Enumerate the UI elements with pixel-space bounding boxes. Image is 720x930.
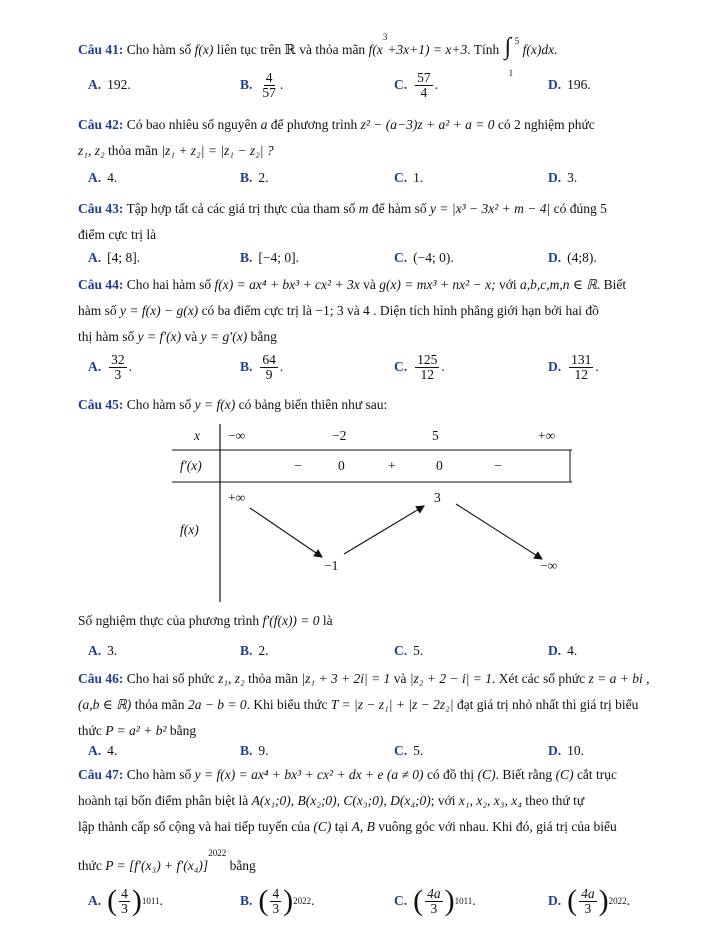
table-f-value: 3 [434, 490, 441, 505]
option-value: 3. [107, 643, 118, 658]
option-value: 9. [258, 743, 269, 758]
math-expr: y = f′(x) [137, 329, 182, 344]
question-text: Tập hợp tất cả các giá trị thực của tham số [126, 201, 356, 216]
math-expr: a,b,c,m,n ∈ ℝ [519, 277, 597, 292]
numerator: 32 [111, 351, 125, 367]
math-expr: P = a² + b² [105, 723, 167, 738]
question-number: Câu 44: [78, 277, 124, 292]
options-47 [88, 886, 688, 916]
option-c[interactable] [394, 163, 423, 193]
question-text: thỏa mãn [248, 671, 298, 686]
math-expr: z₁, z₂ [218, 671, 245, 686]
decreasing-arrow [250, 508, 322, 557]
math-expr: T = |z − z₁| + |z − 2z₂| [330, 697, 454, 712]
option-label: C. [394, 643, 408, 658]
option-label: A. [88, 77, 102, 92]
question-number: Câu 41: [78, 42, 124, 57]
question-text: và [184, 329, 198, 344]
paren-fraction: ( $\frac{4a}{3}$ ) [413, 884, 455, 917]
math-expr: A, B [351, 819, 375, 834]
options-45 [88, 636, 688, 666]
option-dot: . [434, 77, 438, 92]
increasing-arrow [344, 506, 424, 554]
table-x-value: 5 [432, 428, 439, 443]
math-expr: |z₁ + z₂| = |z₁ − z₂| ? [161, 143, 274, 158]
question-text: bằng [229, 858, 256, 873]
option-value: 1. [413, 170, 424, 185]
table-f-label: f(x) [180, 522, 199, 537]
option-b[interactable] [240, 70, 283, 100]
option-value: 2. [258, 170, 269, 185]
paren-fraction: ( $\frac{4}{3}$ ) [258, 884, 294, 917]
question-text: hàm số [78, 303, 117, 318]
math-expr: y = f(x) [194, 397, 236, 412]
question-text: . Biết [596, 277, 627, 292]
table-sign: − [294, 458, 302, 473]
option-label: C. [394, 77, 408, 92]
question-text: hoành tại bốn điểm phân biệt là [78, 793, 249, 808]
question-text: có bảng biến thiên như sau: [238, 397, 388, 412]
option-value: 4. [567, 643, 578, 658]
option-label: C. [394, 893, 408, 908]
option-b[interactable] [240, 243, 299, 273]
numerator: 4 [121, 885, 128, 901]
question-text: thức [78, 723, 102, 738]
option-value: 5. [413, 643, 424, 658]
option-value: [4; 8]. [107, 250, 141, 265]
fraction [260, 353, 278, 382]
integral: ∫ 5 1 [503, 38, 523, 64]
option-label: C. [394, 170, 408, 185]
option-d[interactable] [548, 163, 577, 193]
option-label: C. [394, 743, 408, 758]
fraction [415, 353, 439, 382]
option-a[interactable] [88, 352, 132, 382]
option-b[interactable] [240, 352, 283, 382]
option-a[interactable] [88, 70, 131, 100]
fraction [415, 71, 433, 100]
table-f-value: −1 [324, 558, 339, 573]
option-label: D. [548, 77, 562, 92]
exponent: 2022 [608, 896, 627, 906]
numerator: 64 [262, 351, 276, 367]
option-label: B. [240, 743, 253, 758]
denominator: 3 [121, 900, 128, 916]
question-text: thức [78, 858, 102, 873]
question-text: thỏa mãn [134, 697, 185, 712]
exponent: 1011 [141, 896, 160, 906]
option-dot: . [595, 359, 599, 374]
math-expr: (C) [313, 819, 332, 834]
question-text: cắt trục [576, 767, 618, 782]
table-x-value: +∞ [538, 428, 556, 443]
option-dot: . [472, 893, 476, 908]
option-c[interactable] [394, 636, 423, 666]
question-number: Câu 47: [78, 767, 124, 782]
option-dot: . [159, 893, 163, 908]
question-text: có 2 nghiệm phức [497, 117, 595, 132]
question-text: liên tục trên ℝ và thỏa mãn [216, 42, 366, 57]
question-text: thỏa mãn [108, 143, 158, 158]
option-dot: . [441, 359, 445, 374]
option-d[interactable] [548, 243, 597, 273]
question-number: Câu 43: [78, 201, 124, 216]
option-d[interactable] [548, 886, 630, 916]
exponent: 2022 [208, 848, 227, 858]
option-label: D. [548, 893, 562, 908]
question-text: và [393, 671, 407, 686]
table-x-value: −∞ [228, 428, 246, 443]
option-c[interactable] [394, 886, 476, 916]
question-43 [78, 196, 684, 248]
option-b[interactable] [240, 636, 269, 666]
fraction [109, 353, 127, 382]
math-expr: g(x) = mx³ + nx² − x; [379, 277, 496, 292]
option-label: D. [548, 170, 562, 185]
option-d[interactable] [548, 636, 577, 666]
fraction [270, 887, 281, 916]
numerator: 4a [427, 885, 441, 901]
option-c[interactable] [394, 243, 454, 273]
numerator: 57 [417, 69, 431, 85]
question-text: có ba điểm cực trị là −1; 3 và 4 . Diện tích hình phẳng giới hạn bởi hai đồ [201, 303, 599, 318]
option-label: C. [394, 250, 408, 265]
option-label: B. [240, 77, 253, 92]
math-expr: 2a − b = 0 [187, 697, 247, 712]
question-text: . Tính [467, 42, 500, 57]
question-number: Câu 46: [78, 671, 124, 686]
question-45-ask [78, 608, 684, 634]
option-b[interactable] [240, 163, 269, 193]
option-label: A. [88, 743, 102, 758]
math-expr: y = f(x) = ax⁴ + bx³ + cx² + dx + e (a ≠ 0) [194, 767, 424, 782]
math-expr: |z₂ + 2 − i| = 1 [409, 671, 493, 686]
math-expr: |z₁ + 3 + 2i| = 1 [301, 671, 391, 686]
option-label: B. [240, 643, 253, 658]
table-sign: + [388, 458, 396, 473]
question-text: . Khi biểu thức [246, 697, 328, 712]
option-a[interactable] [88, 243, 140, 273]
question-text: Cho hàm số [126, 397, 192, 412]
question-text: ; với [430, 793, 456, 808]
option-d[interactable] [548, 352, 599, 382]
question-text: bằng [250, 329, 277, 344]
variation-table [172, 424, 592, 602]
option-label: B. [240, 250, 253, 265]
question-text: là [322, 613, 333, 628]
question-text: Cho hàm số [126, 767, 192, 782]
option-value: 3. [567, 170, 578, 185]
math-expr: (C) [555, 767, 574, 782]
math-expr: m [358, 201, 369, 216]
fraction [425, 887, 443, 916]
math-expr: P = [f′(x₃) + f′(x₄)] [105, 858, 209, 873]
table-sign: − [494, 458, 502, 473]
question-text: điểm cực trị là [78, 227, 157, 242]
table-f-value: +∞ [228, 490, 246, 505]
math-expr: f(x [368, 42, 383, 57]
option-dot: . [311, 893, 315, 908]
variation-table-lines [172, 424, 592, 602]
option-value: (−4; 0). [413, 250, 454, 265]
denominator: 12 [574, 366, 588, 382]
math-expr: z₁, z₂ [78, 143, 105, 158]
option-label: A. [88, 359, 102, 374]
math-expr: (a,b ∈ ℝ) [78, 697, 132, 712]
option-label: A. [88, 643, 102, 658]
fraction [260, 71, 278, 100]
question-text: đạt giá trị nhỏ nhất thì giá trị biểu [456, 697, 639, 712]
question-text: vuông góc với nhau. Khi đó, giá trị của biểu [378, 819, 617, 834]
question-text: để hàm số [371, 201, 427, 216]
exponent: 1011 [454, 896, 473, 906]
exponent: 3 [382, 32, 388, 42]
question-text: Có bao nhiêu số nguyên [126, 117, 258, 132]
option-label: A. [88, 893, 102, 908]
denominator: 4 [420, 84, 428, 100]
option-value: 2. [258, 643, 269, 658]
option-dot: . [279, 359, 284, 374]
question-45 [78, 392, 684, 418]
math-expr: y = |x³ − 3x² + m − 4| [430, 201, 551, 216]
denominator: 3 [584, 900, 592, 916]
table-x-value: −2 [332, 428, 347, 443]
math-expr: f′(f(x)) = 0 [262, 613, 320, 628]
question-text: Số nghiệm thực của phương trình [78, 613, 260, 628]
option-label: B. [240, 170, 253, 185]
decreasing-arrow [456, 504, 542, 559]
math-expr: +3x+1) = x+3 [387, 42, 468, 57]
numerator: 4 [272, 885, 280, 901]
integral-upper-bound: 5 [514, 35, 520, 46]
question-text: để phương trình [270, 117, 358, 132]
math-expr: f(x)dx. [522, 42, 558, 57]
table-sign: 0 [338, 458, 345, 473]
math-expr: A(x₁;0), B(x₂;0), C(x₃;0), D(x₄;0) [251, 793, 431, 808]
numerator: 4 [265, 69, 273, 85]
math-expr: y = f(x) − g(x) [120, 303, 199, 318]
option-label: C. [394, 359, 408, 374]
options-44 [88, 352, 688, 382]
math-expr: f(x) = ax⁴ + bx³ + cx² + 3x [214, 277, 360, 292]
option-value: 10. [567, 743, 584, 758]
numerator: 125 [417, 351, 438, 367]
numerator: 4a [581, 885, 595, 901]
table-f-value: −∞ [540, 558, 558, 573]
integral-lower-bound: 1 [508, 67, 514, 78]
fraction [579, 887, 597, 916]
fraction [569, 353, 593, 382]
math-expr: x₁, x₂, x₃, x₄ [458, 793, 522, 808]
question-text: lập thành cấp số cộng và hai tiếp tuyến của [78, 819, 311, 834]
question-text: thị hàm số [78, 329, 135, 344]
option-value: 196. [567, 77, 591, 92]
option-label: B. [240, 893, 253, 908]
math-expr: f(x) [194, 42, 214, 57]
question-text: theo thứ tự [525, 793, 585, 808]
question-text: có đúng 5 [553, 201, 607, 216]
denominator: 12 [420, 366, 434, 382]
denominator: 57 [262, 84, 276, 100]
option-label: A. [88, 250, 102, 265]
math-expr: (C) [477, 767, 496, 782]
table-sign: 0 [436, 458, 443, 473]
option-a[interactable] [88, 886, 163, 916]
question-text: với [498, 277, 517, 292]
question-46 [78, 666, 684, 744]
option-d[interactable] [548, 70, 591, 100]
denominator: 3 [430, 900, 438, 916]
denominator: 3 [114, 366, 122, 382]
option-a[interactable] [88, 636, 117, 666]
options-42 [88, 163, 688, 193]
option-value: [−4; 0]. [258, 250, 299, 265]
table-fprime-label: f′(x) [180, 458, 202, 473]
question-text: Cho hàm số [126, 42, 192, 57]
question-number: Câu 45: [78, 397, 124, 412]
paren-fraction: ( $\frac{4a}{3}$ ) [567, 884, 609, 917]
denominator: 3 [272, 900, 280, 916]
option-dot: . [128, 359, 132, 374]
question-42 [78, 112, 684, 164]
option-a[interactable] [88, 163, 117, 193]
fraction [119, 887, 130, 916]
options-41 [88, 70, 688, 100]
table-x-label: x [194, 428, 200, 443]
option-value: 192. [107, 77, 131, 92]
question-text: bằng [169, 723, 197, 738]
option-label: D. [548, 359, 562, 374]
option-dot: . [279, 77, 284, 92]
math-expr: z = a + bi , [588, 671, 650, 686]
numerator: 131 [571, 351, 592, 367]
option-b[interactable] [240, 886, 315, 916]
math-expr: y = g′(x) [200, 329, 248, 344]
question-text: tại [334, 819, 349, 834]
question-text: Cho hai hàm số [126, 277, 212, 292]
option-value: 4. [107, 743, 118, 758]
denominator: 9 [265, 366, 273, 382]
question-text: Cho hai số phức [126, 671, 215, 686]
math-expr: a [260, 117, 268, 132]
options-43 [88, 243, 688, 273]
question-text: có đồ thị [426, 767, 475, 782]
math-expr: z² − (a−3)z + a² + a = 0 [360, 117, 495, 132]
question-text: . Biết rằng [495, 767, 553, 782]
option-label: D. [548, 250, 562, 265]
exponent: 2022 [293, 896, 312, 906]
question-47 [78, 762, 684, 879]
option-label: D. [548, 743, 562, 758]
option-c[interactable] [394, 70, 438, 100]
question-text: . Xét các số phức [492, 671, 586, 686]
option-dot: . [626, 893, 630, 908]
option-value: 4. [107, 170, 118, 185]
paren-fraction: ( $\frac{4}{3}$ ) [107, 884, 142, 917]
question-44 [78, 272, 684, 350]
question-number: Câu 42: [78, 117, 124, 132]
option-label: D. [548, 643, 562, 658]
question-text: và [363, 277, 376, 292]
option-label: A. [88, 170, 102, 185]
option-label: B. [240, 359, 253, 374]
option-c[interactable] [394, 352, 445, 382]
option-value: 5. [413, 743, 424, 758]
option-value: (4;8). [567, 250, 597, 265]
